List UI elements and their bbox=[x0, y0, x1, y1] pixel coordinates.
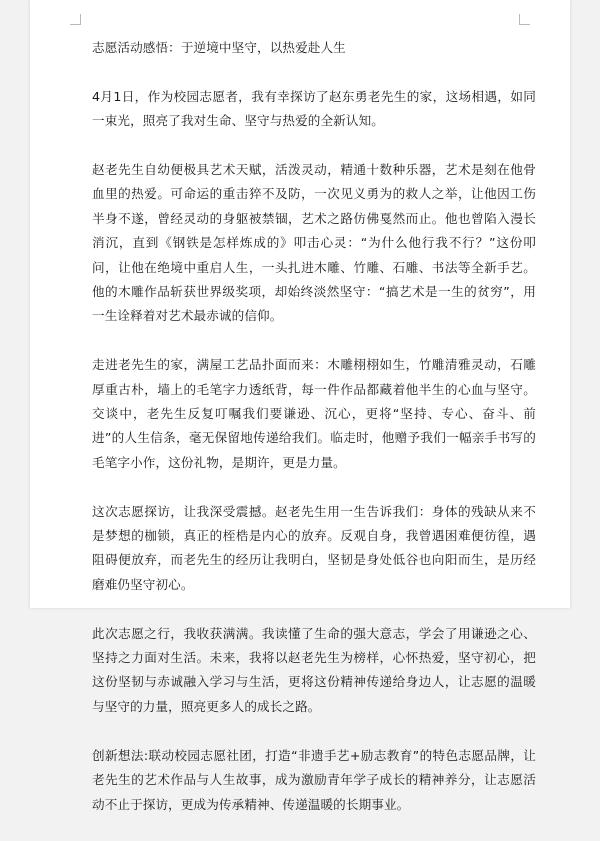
paragraph-innovation: 创新想法:联动校园志愿社团，打造“非遗手艺+励志教育”的特色志愿品牌，让老先生的艺术作品与人生故事，成为激励青年学子成长的精神养分，让志愿活动不止于探访，更成为传承精神、传递温暖的长期事业。 bbox=[92, 747, 536, 812]
document-page bbox=[30, 0, 570, 812]
paragraph-harvest: 此次志愿之行，我收获满满。我读懂了生命的强大意志，学会了用谦逊之心、坚持之力面对生活。未来，我将以赵老先生为榜样，心怀热爱，坚守初心，把这份坚韧与赤诚融入学习与生活，更将这份精神传递给身边人，让志愿的温暖与坚守的力量，照亮更多人的成长之路。 bbox=[92, 625, 536, 714]
page-margin-mark-right bbox=[519, 14, 530, 25]
paragraph-reflection: 这次志愿探访，让我深受震撼。赵老先生用一生告诉我们：身体的残缺从来不是梦想的枷锁，真正的桎梏是内心的放弃。反观自身，我曾遇困难便彷徨，遇阻碍便放弃，而老先生的经历让我明白，坚韧是身处低谷也向阳而生，是历经磨难仍坚守初心。 bbox=[92, 503, 536, 592]
document-body[interactable] bbox=[92, 36, 536, 841]
document-title: 志愿活动感悟：于逆境中坚守，以热爱赴人生 bbox=[92, 40, 346, 55]
paragraph-visit-intro: 4月1日，作为校园志愿者，我有幸探访了赵东勇老先生的家，这场相遇，如同一束光，照亮了我对生命、坚守与热爱的全新认知。 bbox=[92, 88, 536, 129]
paragraph-life-story: 赵老先生自幼便极具艺术天赋，活泼灵动，精通十数种乐器，艺术是刻在他骨血里的热爱。可命运的重击猝不及防，一次见义勇为的救人之举，让他因工伤半身不遂，曾经灵动的身躯被禁锢，艺术之路仿佛戛然而止。他也曾陷入漫长消沉，直到《钢铁是怎样炼成的》叩击心灵：“为什么他行我不行？”这份叩问，让他在绝境中重启人生，一头扎进木雕、竹雕、石雕、书法等全新手艺。他的木雕作品斩获世界级奖项，却始终淡然坚守：“搞艺术是一生的贫穷”，用一生诠释着对艺术最赤诚的信仰。 bbox=[92, 162, 536, 324]
paragraph-home-visit: 走进老先生的家，满屋工艺品扑面而来：木雕栩栩如生，竹雕清雅灵动，石雕厚重古朴，墙上的毛笔字力透纸背，每一件作品都藏着他半生的心血与坚守。交谈中，老先生反复叮嘱我们要谦逊、沉心，更将“坚持、专心、奋斗、前进”的人生信条，毫无保留地传递给我们。临走时，他赠予我们一幅亲手书写的毛笔字小作，这份礼物，是期许，更是力量。 bbox=[92, 357, 536, 470]
page-margin-mark-left bbox=[70, 14, 81, 25]
